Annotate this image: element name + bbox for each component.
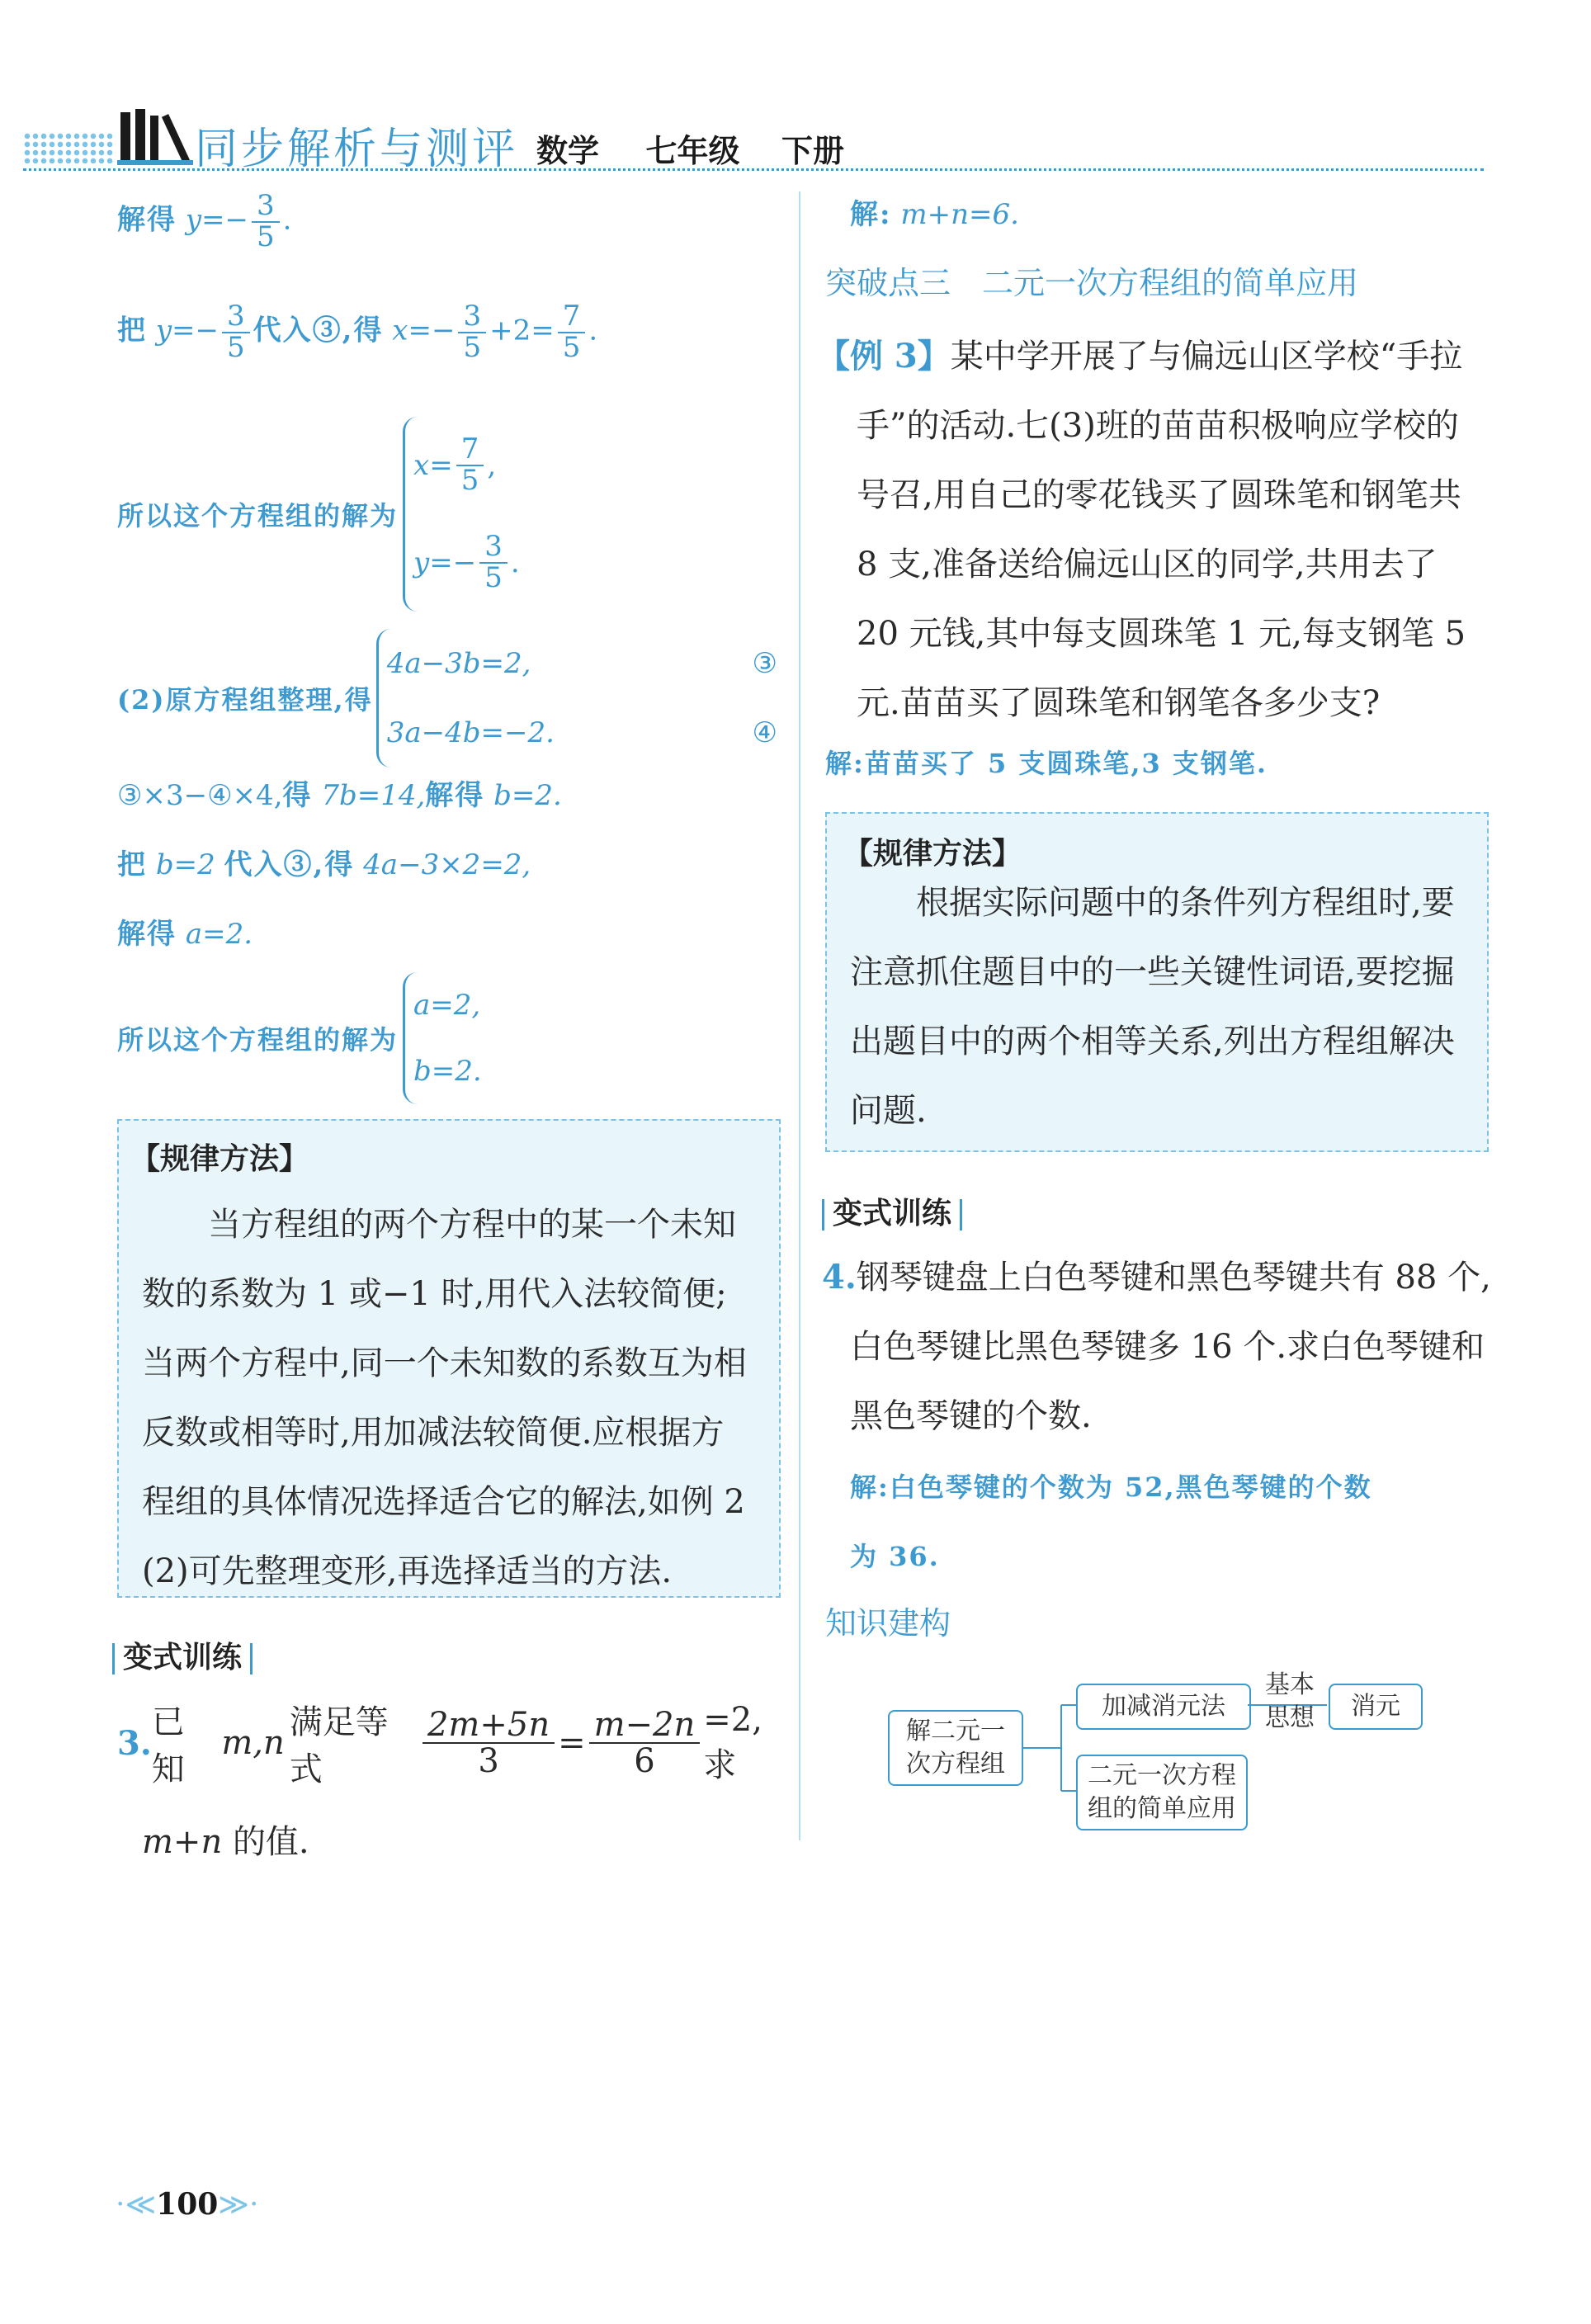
example-tag: 【例 3】 [817, 337, 951, 376]
rearranged-system: (2)原方程组整理,得 4a−3b=2, ③ 3a−4b=−2. ④ [117, 629, 777, 768]
volume: 下册 [781, 133, 844, 169]
system-solution-1: 所以这个方程组的解为 x= $\frac{7}{5}$ , y=− $\frac{3}{5}$ . [117, 417, 520, 612]
method-box-body: 根据实际问题中的条件列方程组时,要 注意抓住题目中的一些关键性词语,要挖掘 出题目中的两个相等关系,列出方程组解决 问题. [850, 884, 1455, 1130]
example-3: 【例 3】某中学开展了与偏远山区学校“手拉 手”的活动.七(3)班的苗苗积极响应学校的 号召,用自己的零花钱买了圆珠笔和钢笔共 8 支,准备送给偏远山区的同学,共用去了 20 元钱,其中每支圆珠笔 1 元,每支钢笔 5 元.苗苗买了圆珠笔和钢笔各多少支? [817, 337, 1466, 722]
subject: 数学 [536, 133, 600, 169]
answer-example-3: 解:苗苗买了 5 支圆珠笔,3 支钢笔. [825, 748, 1268, 779]
header-subject [536, 125, 844, 171]
header-rule [23, 168, 1484, 171]
method-box-body: 当方程组的两个方程中的某一个未知 数的系数为 1 或−1 时,用代入法较简便; 当两个方程中,同一个未知数的系数互为相 反数或相等时,用加减法较简便.应根据方 程组的具体情况选择适合它的解法,如例 2 (2)可先整理变形,再选择适当的方法. [142, 1206, 747, 1590]
method-box-right [825, 812, 1489, 1152]
grade: 七年级 [645, 133, 740, 169]
answer-q4: 解:白色琴键的个数为 52,黑色琴键的个数 为 36. [850, 1471, 1372, 1572]
page-number: 100 [156, 2187, 219, 2222]
substitute-line: 把 y=− $\frac{3}{5}$ 代入③,得 x=− $\frac{3}{5}$ +2= $\frac{7}{5}$ . [117, 300, 598, 364]
header-dot-grid [23, 132, 116, 163]
section-title: 突破点三 二元一次方程组的简单应用 [825, 265, 1359, 301]
concept-node-elimination: 加减消元法 [1076, 1684, 1251, 1730]
page-number-ornament: ·≪100≫· [116, 2187, 259, 2222]
concept-root: 解二元一次方程组 [888, 1710, 1023, 1786]
knowledge-title: 知识建构 [825, 1605, 951, 1641]
training-heading-right: 变式训练 [822, 1190, 970, 1232]
question-4: 4.钢琴键盘上白色琴键和黑色琴键共有 88 个, 白色琴键比黑色琴键多 16 个.求白色琴键和 黑色琴键的个数. [822, 1258, 1491, 1435]
series-title: 同步解析与测评 [195, 125, 519, 174]
solve-a-step: 解得 a=2. [117, 918, 253, 951]
system-solution-2: 所以这个方程组的解为 a=2, b=2. [117, 972, 482, 1104]
concept-node-goal: 消元 [1329, 1684, 1423, 1730]
method-box-left [117, 1119, 781, 1598]
concept-node-application: 二元一次方程组的简单应用 [1076, 1755, 1248, 1830]
training-heading-left: 变式训练 [112, 1634, 261, 1676]
method-box-title: 【规律方法】 [130, 1142, 309, 1176]
back-substitute-step: 把 b=2 代入③,得 4a−3×2=2, [117, 848, 531, 881]
books-logo-icon [117, 107, 193, 167]
question-3: 3. 已知 m,n 满足等式 $\frac{2m+5n}{3}$ = $\frac{m-2n}{6}$ =2,求 m+n 的值. [117, 1700, 762, 1861]
method-box-title: 【规律方法】 [843, 837, 1022, 871]
answer-q3: 解: m+n=6. [850, 198, 1019, 231]
elimination-step: ③×3−④×4,得 7b=14,解得 b=2. [117, 779, 562, 812]
column-divider [799, 191, 800, 1840]
solve-y-line: 解得 y=− $\frac{3}{5}$ . [117, 189, 292, 253]
concept-edge-label: 基本思想 [1265, 1670, 1315, 1732]
